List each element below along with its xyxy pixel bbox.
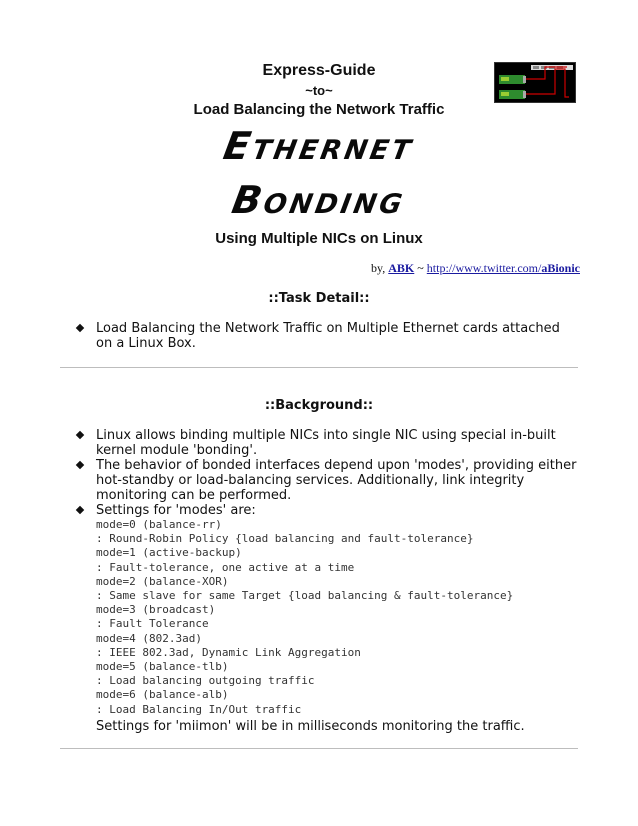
guide-title: Express-Guide bbox=[262, 62, 376, 79]
mode-line: : IEEE 802.3ad, Dynamic Link Aggregation bbox=[96, 645, 361, 659]
background-list bbox=[0, 428, 638, 734]
miimon-note: Settings for 'miimon' will be in milliseconds monitoring the traffic. bbox=[96, 718, 525, 734]
author-link[interactable]: ABK bbox=[388, 261, 415, 275]
banner-ethernet: Ethernet bbox=[220, 124, 418, 168]
task-list bbox=[0, 321, 638, 351]
task-detail-heading: ::Task Detail:: bbox=[268, 291, 370, 306]
mode-line: : Load balancing outgoing traffic bbox=[96, 674, 315, 688]
list-item: Load Balancing the Network Traffic on Multiple Ethernet cards attached on a Linux Box. bbox=[0, 321, 638, 351]
byline bbox=[371, 260, 580, 276]
twitter-url-prefix: http://www.twitter.com/ bbox=[426, 261, 542, 275]
diamond-bullet-icon bbox=[76, 506, 84, 514]
twitter-handle: aBionic bbox=[541, 261, 580, 275]
mode-line: mode=5 (balance-tlb) bbox=[96, 660, 229, 674]
nic-cards-icon bbox=[495, 63, 575, 102]
using-subtitle: Using Multiple NICs on Linux bbox=[215, 230, 423, 247]
list-item: Linux allows binding multiple NICs into single NIC using special in-built kernel module 'bonding'. bbox=[0, 428, 638, 458]
nic-bonding-logo-image bbox=[494, 62, 576, 103]
byline-by: by, bbox=[371, 261, 386, 275]
byline-separator: ~ bbox=[417, 261, 424, 275]
mode-line: mode=6 (balance-alb) bbox=[96, 688, 229, 702]
mode-line: : Fault-tolerance, one active at a time bbox=[96, 560, 355, 574]
modes-list bbox=[96, 518, 578, 734]
background-heading: ::Background:: bbox=[264, 398, 374, 413]
section-divider bbox=[60, 748, 578, 749]
banner-bonding: Bonding bbox=[228, 178, 410, 222]
mode-line: mode=2 (balance-XOR) bbox=[96, 574, 229, 588]
mode-line: mode=3 (broadcast) bbox=[96, 603, 216, 617]
mode-line: : Load Balancing In/Out traffic bbox=[96, 702, 302, 716]
mode-line: : Round-Robin Policy {load balancing and fault-tolerance} bbox=[96, 532, 474, 546]
mode-line: : Same slave for same Target {load balancing & fault-tolerance} bbox=[96, 589, 514, 603]
diamond-bullet-icon bbox=[76, 431, 84, 439]
twitter-link[interactable] bbox=[427, 261, 580, 275]
section-divider bbox=[60, 367, 578, 368]
list-item: The behavior of bonded interfaces depend upon 'modes', providing either hot-standby or load-balancing services. Additionally, link integrity monitoring can be performed. bbox=[0, 458, 638, 503]
mode-line: mode=1 (active-backup) bbox=[96, 546, 242, 560]
guide-subtitle: Load Balancing the Network Traffic bbox=[193, 101, 445, 118]
diamond-bullet-icon bbox=[76, 461, 84, 469]
mode-line: mode=4 (802.3ad) bbox=[96, 631, 202, 645]
diamond-bullet-icon bbox=[76, 324, 84, 332]
mode-line: mode=0 (balance-rr) bbox=[96, 518, 222, 531]
mode-line: : Fault Tolerance bbox=[96, 617, 209, 631]
list-item: Settings for 'modes' are: mode=0 (balance-rr) : Round-Robin Policy {load balancing and fault-tolerance} mode=1 (active-backup) : Fault-tolerance, one active at a time mode=2 (balance-XOR) : Same slave for same Target {load balancing & fault-tolerance} mode=3 (broadcast) : Fault Tolerance mode=4 (802.3ad) : IEEE 802.3ad, Dynamic Link Aggregation mode=5 (balance-tlb) : Load balancing outgoing traffic mode=6 (balance-alb) : Load Balancing In/Out traffic Settings for 'miimon' will be in milliseconds monitoring the traffic. bbox=[0, 503, 638, 734]
guide-to: ~to~ bbox=[305, 83, 333, 98]
